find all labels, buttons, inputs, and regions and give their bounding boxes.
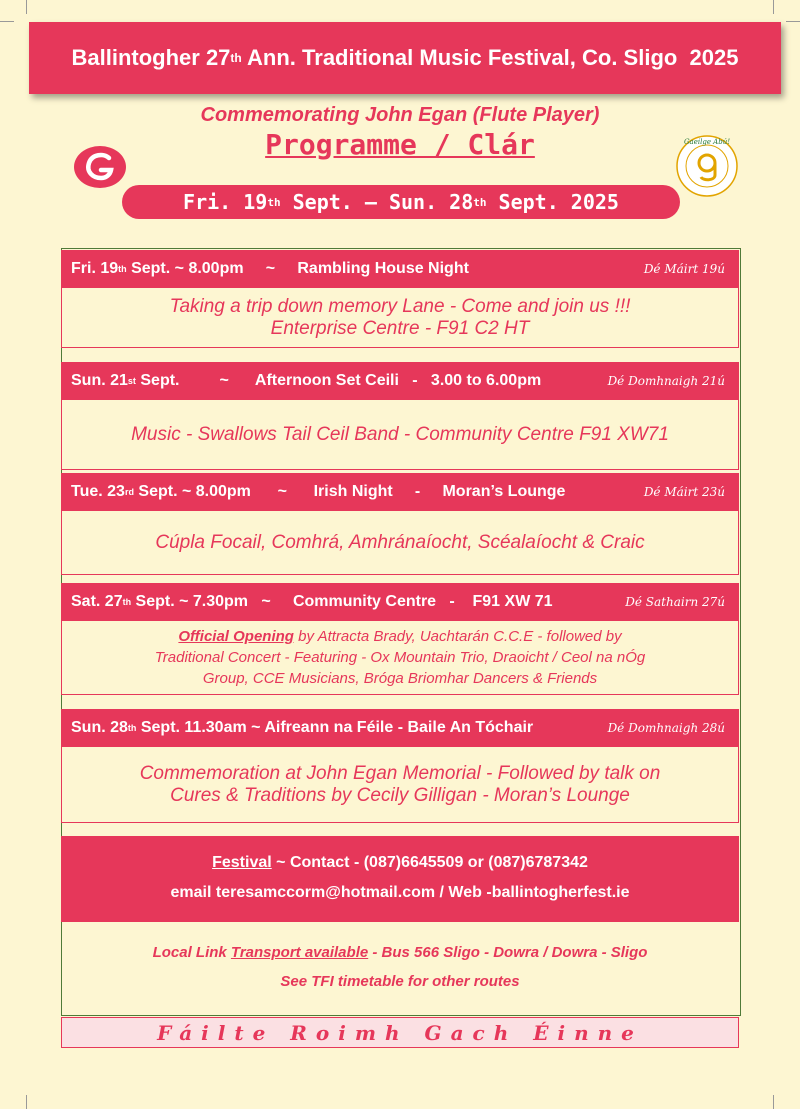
- event-header: [61, 709, 739, 747]
- event-date: Fri. 19: [71, 260, 119, 277]
- event-irish-date: Dé Sathairn 27ú: [625, 595, 725, 609]
- contact-email-web: email teresamccorm@hotmail.com / Web -ballintogherfest.ie: [170, 884, 630, 901]
- crop-mark: [0, 21, 14, 22]
- event-irish-night: [61, 473, 739, 575]
- transport-text: Local Link: [152, 944, 231, 961]
- event-line: Traditional Concert - Featuring - Ox Mountain Trio, Draoicht / Ceol na nÓg: [154, 649, 646, 666]
- event-date-sup: th: [127, 723, 137, 733]
- event-line: Cures & Traditions by Cecily Gilligan - Moran’s Lounge: [170, 784, 630, 806]
- crop-mark: [773, 1095, 774, 1109]
- event-line: Taking a trip down memory Lane - Come and join us !!!: [169, 295, 631, 317]
- event-line: [62, 626, 738, 647]
- dates-part: Sept. – Sun. 28: [280, 190, 474, 214]
- event-title: Sept. 11.30am ~ Aifreann na Féile - Baile An Tóchair: [136, 719, 534, 736]
- event-line: Cúpla Focail, Comhrá, Amhránaíocht, Scéalaíocht & Craic: [155, 531, 645, 553]
- opening-rest: by Attracta Brady, Uachtarán C.C.E - followed by: [293, 628, 622, 645]
- event-line: Music - Swallows Tail Ceil Band - Community Centre F91 XW71: [131, 423, 669, 445]
- event-irish-date: Dé Domhnaigh 21ú: [607, 374, 725, 388]
- programme-text: Programme / Clár: [265, 128, 535, 161]
- title-sup: th: [230, 51, 242, 65]
- event-date: Tue. 23: [71, 483, 125, 500]
- event-date: Sun. 28: [71, 719, 128, 736]
- dates-part: Sept. 2025: [486, 190, 619, 214]
- event-body: [61, 747, 739, 823]
- festival-title: [29, 22, 781, 94]
- official-opening-label: Official Opening: [178, 628, 294, 645]
- subtitle: Commemorating John Egan (Flute Player): [200, 104, 600, 126]
- event-title: Sept. ~ Afternoon Set Ceili - 3.00 to 6.00pm: [135, 372, 542, 389]
- event-irish-date: Dé Máirt 23ú: [643, 485, 725, 499]
- welcome-banner: Fáilte Roimh Gach Éinne: [61, 1017, 739, 1048]
- event-rambling-house: [61, 250, 739, 348]
- transport-line: See TFI timetable for other routes: [280, 973, 520, 990]
- event-line: Group, CCE Musicians, Bróga Briomhar Dancers & Friends: [202, 670, 598, 687]
- event-title: Sept. ~ 8.00pm ~ Rambling House Night: [126, 260, 469, 277]
- event-title: Sept. ~ 8.00pm ~ Irish Night - Moran’s Lounge: [133, 483, 566, 500]
- event-date-sup: th: [122, 597, 132, 607]
- event-header: [61, 583, 739, 621]
- event-official-opening: [61, 583, 739, 695]
- festival-label: Festival: [212, 854, 272, 871]
- event-header: [61, 473, 739, 511]
- event-irish-date: Dé Domhnaigh 28ú: [607, 721, 725, 735]
- event-irish-date: Dé Máirt 19ú: [643, 262, 725, 276]
- transport-info: [61, 938, 739, 996]
- event-header: [61, 250, 739, 288]
- event-body: [61, 400, 739, 470]
- event-title: Sept. ~ 7.30pm ~ Community Centre - F91 XW 71: [131, 593, 553, 610]
- event-date: Sun. 21: [71, 372, 128, 389]
- transport-line: [61, 938, 739, 967]
- event-header: [61, 362, 739, 400]
- dates-sup: th: [473, 195, 487, 209]
- event-body: [61, 288, 739, 348]
- contact-panel: [61, 836, 739, 922]
- event-line: Enterprise Centre - F91 C2 HT: [270, 317, 530, 339]
- event-date: Sat. 27: [71, 593, 123, 610]
- event-date-sup: th: [118, 264, 127, 274]
- contact-phones: ~ Contact - (087)6645509 or (087)6787342: [271, 854, 588, 871]
- crop-mark: [786, 21, 800, 22]
- transport-text: - Bus 566 Sligo - Dowra / Dowra - Sligo: [368, 944, 648, 961]
- gaeilge-abu-logo-text: Gaeilge Abú!: [683, 138, 731, 146]
- event-body: [61, 621, 739, 695]
- transport-available-label: Transport available: [230, 944, 369, 961]
- dates-sup: th: [267, 195, 281, 209]
- event-set-ceili: [61, 362, 739, 470]
- crop-mark: [773, 0, 774, 14]
- crop-mark: [26, 0, 27, 14]
- event-date-sup: rd: [124, 487, 134, 497]
- contact-line: [61, 854, 739, 872]
- event-body: [61, 511, 739, 575]
- event-date-sup: st: [127, 376, 136, 386]
- crop-mark: [26, 1095, 27, 1109]
- event-line: Commemoration at John Egan Memorial - Followed by talk on: [139, 762, 661, 784]
- title-part: Ballintogher 27: [71, 45, 231, 70]
- event-aifreann: [61, 709, 739, 823]
- dates-part: Fri. 19: [183, 190, 268, 214]
- title-part: Ann. Traditional Music Festival, Co. Sligo 2025: [241, 45, 739, 70]
- cce-logo-icon: [73, 145, 127, 194]
- festival-dates: [122, 185, 680, 219]
